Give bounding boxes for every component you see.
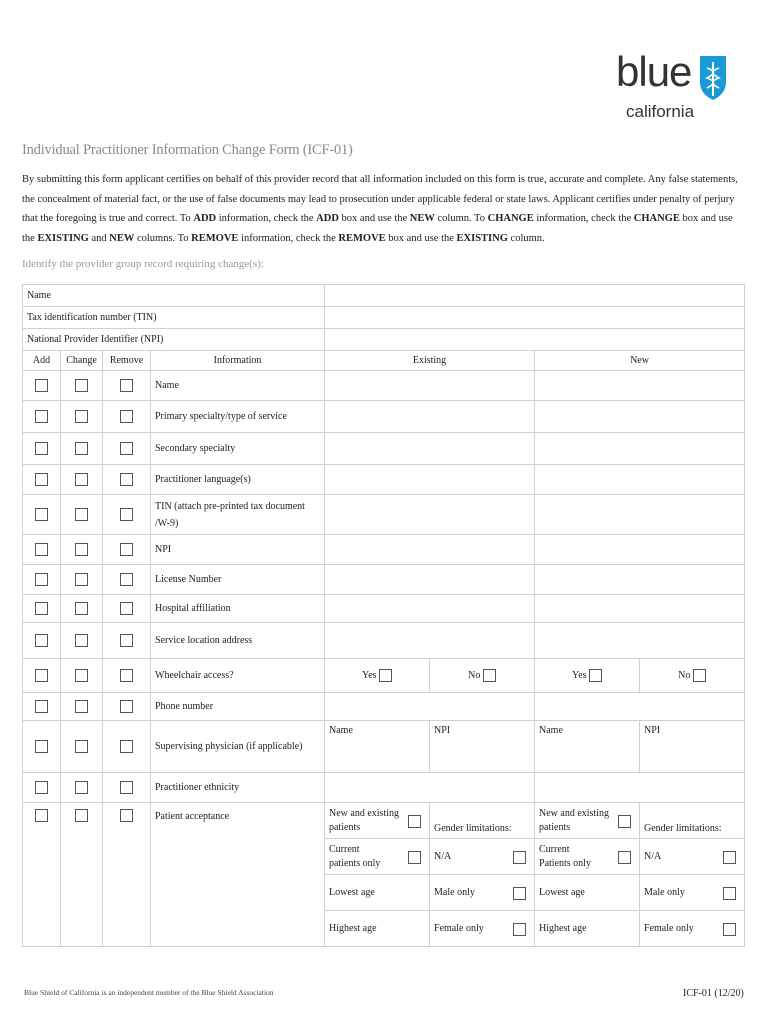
remove-checkbox[interactable] bbox=[120, 809, 133, 822]
footer-disclaimer: Blue Shield of California is an independent member of the Blue Shield Association bbox=[24, 988, 274, 997]
table-row bbox=[23, 595, 745, 623]
existing-yes-checkbox[interactable] bbox=[379, 669, 392, 682]
group-tin-field[interactable] bbox=[325, 307, 745, 329]
existing-field[interactable] bbox=[325, 371, 535, 401]
group-name-field[interactable] bbox=[325, 285, 745, 307]
new-field[interactable] bbox=[535, 773, 745, 803]
table-row bbox=[23, 371, 745, 401]
existing-highest-age[interactable]: Highest age bbox=[325, 911, 430, 947]
shield-caduceus-icon bbox=[698, 54, 728, 102]
new-female-only: Female only bbox=[640, 911, 745, 947]
new-no: No bbox=[640, 659, 745, 693]
existing-male-checkbox[interactable] bbox=[513, 887, 526, 900]
add-checkbox[interactable] bbox=[35, 669, 48, 682]
new-current-checkbox[interactable] bbox=[618, 851, 631, 864]
table-row bbox=[23, 565, 745, 595]
add-checkbox[interactable] bbox=[35, 508, 48, 521]
existing-female-only: Female only bbox=[430, 911, 535, 947]
new-supervisor-name[interactable]: Name bbox=[535, 721, 640, 773]
new-highest-age[interactable]: Highest age bbox=[535, 911, 640, 947]
existing-no-checkbox[interactable] bbox=[483, 669, 496, 682]
new-lowest-age[interactable]: Lowest age bbox=[535, 875, 640, 911]
existing-supervisor-name[interactable]: Name bbox=[325, 721, 430, 773]
existing-gender-label: Gender limitations: bbox=[430, 803, 535, 839]
existing-na: N/A bbox=[430, 839, 535, 875]
table-row bbox=[23, 693, 745, 721]
add-checkbox[interactable] bbox=[35, 379, 48, 392]
change-checkbox[interactable] bbox=[75, 379, 88, 392]
change-checkbox[interactable] bbox=[75, 473, 88, 486]
brand-logo bbox=[612, 48, 730, 126]
row-label: Practitioner ethnicity bbox=[151, 773, 325, 803]
existing-current-checkbox[interactable] bbox=[408, 851, 421, 864]
header-remove: Remove bbox=[103, 351, 151, 371]
new-field[interactable] bbox=[535, 401, 745, 433]
new-current-only: Current Patients only bbox=[535, 839, 640, 875]
change-checkbox[interactable] bbox=[75, 781, 88, 794]
add-checkbox[interactable] bbox=[35, 442, 48, 455]
change-checkbox[interactable] bbox=[75, 740, 88, 753]
existing-current-only: Current patients only bbox=[325, 839, 430, 875]
new-na: N/A bbox=[640, 839, 745, 875]
new-female-checkbox[interactable] bbox=[723, 923, 736, 936]
table-row bbox=[23, 433, 745, 465]
existing-field[interactable] bbox=[325, 401, 535, 433]
change-checkbox[interactable] bbox=[75, 602, 88, 615]
table-row bbox=[23, 535, 745, 565]
row-label: Supervising physician (if applicable) bbox=[151, 721, 325, 773]
row-label: Wheelchair access? bbox=[151, 659, 325, 693]
existing-new-existing-checkbox[interactable] bbox=[408, 815, 421, 828]
table-row bbox=[23, 401, 745, 433]
add-checkbox[interactable] bbox=[35, 602, 48, 615]
remove-checkbox[interactable] bbox=[120, 740, 133, 753]
add-checkbox[interactable] bbox=[35, 573, 48, 586]
header-new: New bbox=[535, 351, 745, 371]
new-field[interactable] bbox=[535, 623, 745, 659]
new-male-only: Male only bbox=[640, 875, 745, 911]
existing-yes: Yes bbox=[325, 659, 430, 693]
identify-instruction: Identify the provider group record requiring change(s): bbox=[22, 258, 264, 270]
change-checkbox[interactable] bbox=[75, 809, 88, 822]
existing-field[interactable] bbox=[325, 465, 535, 495]
change-checkbox[interactable] bbox=[75, 508, 88, 521]
new-new-existing-checkbox[interactable] bbox=[618, 815, 631, 828]
remove-checkbox[interactable] bbox=[120, 669, 133, 682]
remove-checkbox[interactable] bbox=[120, 573, 133, 586]
remove-checkbox[interactable] bbox=[120, 781, 133, 794]
new-supervisor-npi[interactable]: NPI bbox=[640, 721, 745, 773]
row-label: NPI bbox=[151, 535, 325, 565]
existing-female-checkbox[interactable] bbox=[513, 923, 526, 936]
add-checkbox[interactable] bbox=[35, 700, 48, 713]
form-title: Individual Practitioner Information Change Form (ICF-01) bbox=[22, 142, 353, 158]
row-label: TIN (attach pre-printed tax document /W-9) bbox=[151, 495, 325, 535]
change-checkbox[interactable] bbox=[75, 700, 88, 713]
existing-male-only: Male only bbox=[430, 875, 535, 911]
existing-lowest-age[interactable]: Lowest age bbox=[325, 875, 430, 911]
existing-field[interactable] bbox=[325, 693, 535, 721]
new-na-checkbox[interactable] bbox=[723, 851, 736, 864]
remove-checkbox[interactable] bbox=[120, 473, 133, 486]
row-label: Service location address bbox=[151, 623, 325, 659]
new-field[interactable] bbox=[535, 565, 745, 595]
add-checkbox[interactable] bbox=[35, 410, 48, 423]
new-field[interactable] bbox=[535, 433, 745, 465]
change-checkbox[interactable] bbox=[75, 543, 88, 556]
table-row bbox=[23, 803, 745, 839]
new-field[interactable] bbox=[535, 371, 745, 401]
remove-checkbox[interactable] bbox=[120, 379, 133, 392]
row-label: Phone number bbox=[151, 693, 325, 721]
group-npi-field[interactable] bbox=[325, 329, 745, 351]
row-label: Secondary specialty bbox=[151, 433, 325, 465]
remove-checkbox[interactable] bbox=[120, 410, 133, 423]
new-yes: Yes bbox=[535, 659, 640, 693]
row-label: Name bbox=[151, 371, 325, 401]
existing-field[interactable] bbox=[325, 535, 535, 565]
existing-field[interactable] bbox=[325, 495, 535, 535]
existing-na-checkbox[interactable] bbox=[513, 851, 526, 864]
header-information: Information bbox=[151, 351, 325, 371]
remove-checkbox[interactable] bbox=[120, 634, 133, 647]
change-form-table bbox=[22, 284, 745, 947]
existing-field[interactable] bbox=[325, 433, 535, 465]
table-row bbox=[23, 495, 745, 535]
row-label: Practitioner language(s) bbox=[151, 465, 325, 495]
new-yes-checkbox[interactable] bbox=[589, 669, 602, 682]
header-existing: Existing bbox=[325, 351, 535, 371]
new-field[interactable] bbox=[535, 465, 745, 495]
table-row bbox=[23, 721, 745, 773]
row-label: License Number bbox=[151, 565, 325, 595]
existing-field[interactable] bbox=[325, 595, 535, 623]
new-male-checkbox[interactable] bbox=[723, 887, 736, 900]
add-checkbox[interactable] bbox=[35, 809, 48, 822]
new-field[interactable] bbox=[535, 693, 745, 721]
new-field[interactable] bbox=[535, 535, 745, 565]
intro-paragraph: By submitting this form applicant certifies on behalf of this provider record that all information included on this form is true, accurate and complete. Any false statements, the concealment of material fact, or the use of false documents may lead to prosecution under applicable federal or state laws. Applicant certifies under penalty of perjury that the foregoing is true and correct. To ADD information, check the ADD box and use the NEW column. To CHANGE information, check the CHANGE box and use the EXISTING and NEW columns. To REMOVE information, check the REMOVE box and use the EXISTING column. bbox=[22, 174, 738, 244]
add-checkbox[interactable] bbox=[35, 543, 48, 556]
add-checkbox[interactable] bbox=[35, 781, 48, 794]
remove-checkbox[interactable] bbox=[120, 442, 133, 455]
group-npi-label: National Provider Identifier (NPI) bbox=[23, 329, 325, 351]
header-change: Change bbox=[61, 351, 103, 371]
existing-field[interactable] bbox=[325, 565, 535, 595]
new-new-existing: New and existing patients bbox=[535, 803, 640, 839]
change-checkbox[interactable] bbox=[75, 573, 88, 586]
change-checkbox[interactable] bbox=[75, 442, 88, 455]
existing-field[interactable] bbox=[325, 773, 535, 803]
remove-checkbox[interactable] bbox=[120, 543, 133, 556]
group-name-label: Name bbox=[23, 285, 325, 307]
existing-no: No bbox=[430, 659, 535, 693]
remove-checkbox[interactable] bbox=[120, 700, 133, 713]
table-row bbox=[23, 659, 745, 693]
add-checkbox[interactable] bbox=[35, 473, 48, 486]
remove-checkbox[interactable] bbox=[120, 602, 133, 615]
change-checkbox[interactable] bbox=[75, 669, 88, 682]
new-field[interactable] bbox=[535, 595, 745, 623]
row-label: Primary specialty/type of service bbox=[151, 401, 325, 433]
logo-wordmark: blue bbox=[616, 48, 692, 95]
logo-subtext: california bbox=[626, 102, 695, 121]
row-label: Hospital affiliation bbox=[151, 595, 325, 623]
table-row bbox=[23, 623, 745, 659]
add-checkbox[interactable] bbox=[35, 740, 48, 753]
form-code: ICF-01 (12/20) bbox=[683, 988, 744, 999]
new-field[interactable] bbox=[535, 495, 745, 535]
change-checkbox[interactable] bbox=[75, 410, 88, 423]
new-no-checkbox[interactable] bbox=[693, 669, 706, 682]
existing-new-existing: New and existing patients bbox=[325, 803, 430, 839]
new-gender-label: Gender limitations: bbox=[640, 803, 745, 839]
group-tin-label: Tax identification number (TIN) bbox=[23, 307, 325, 329]
existing-field[interactable] bbox=[325, 623, 535, 659]
existing-supervisor-npi[interactable]: NPI bbox=[430, 721, 535, 773]
table-row bbox=[23, 465, 745, 495]
header-add: Add bbox=[23, 351, 61, 371]
table-row bbox=[23, 773, 745, 803]
add-checkbox[interactable] bbox=[35, 634, 48, 647]
row-label: Patient acceptance bbox=[151, 803, 325, 947]
change-checkbox[interactable] bbox=[75, 634, 88, 647]
remove-checkbox[interactable] bbox=[120, 508, 133, 521]
